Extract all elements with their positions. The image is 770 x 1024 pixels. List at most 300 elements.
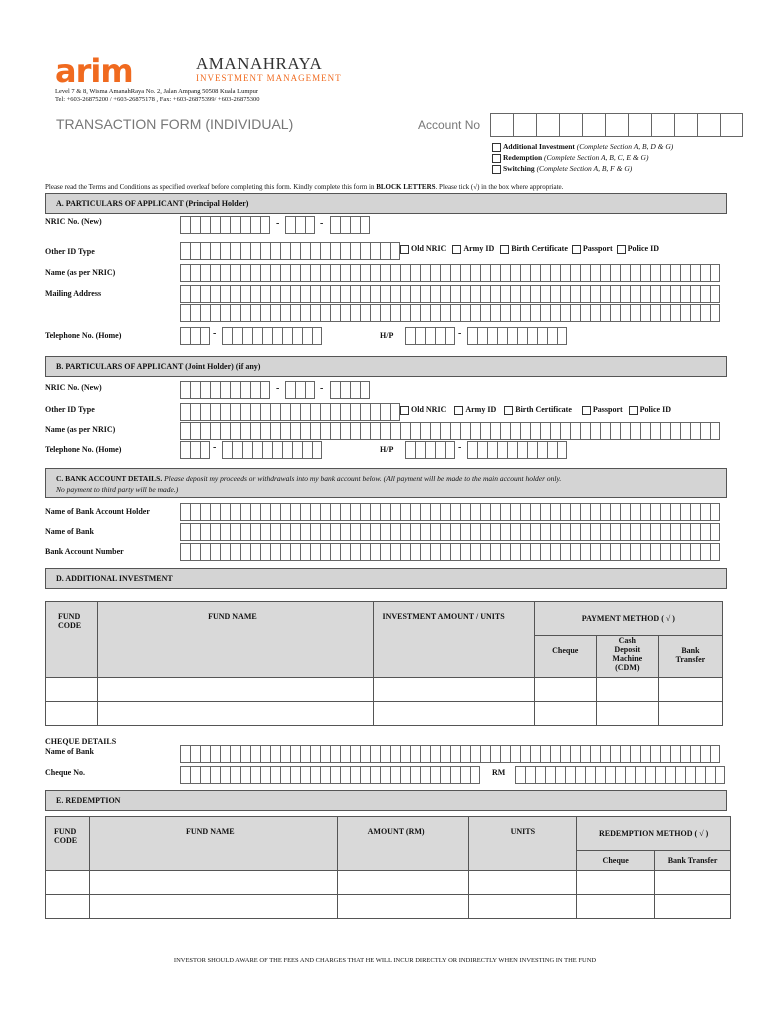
char-cell[interactable] (430, 745, 440, 763)
char-cell[interactable] (525, 766, 535, 784)
char-cell[interactable] (200, 327, 210, 345)
char-cell[interactable] (650, 745, 660, 763)
char-cell[interactable] (370, 543, 380, 561)
char-cell[interactable] (390, 543, 400, 561)
char-cell[interactable] (670, 285, 680, 303)
b-hp-number[interactable] (467, 441, 567, 459)
char-cell[interactable] (232, 327, 242, 345)
char-cell[interactable] (710, 523, 720, 541)
char-cell[interactable] (410, 422, 420, 440)
char-cell[interactable] (517, 327, 527, 345)
char-cell[interactable] (470, 745, 480, 763)
char-cell[interactable] (710, 304, 720, 322)
char-cell[interactable] (650, 523, 660, 541)
char-cell[interactable] (610, 543, 620, 561)
char-cell[interactable] (310, 242, 320, 260)
char-cell[interactable] (180, 543, 190, 561)
char-cell[interactable] (470, 285, 480, 303)
char-cell[interactable] (620, 745, 630, 763)
char-cell[interactable] (430, 543, 440, 561)
char-cell[interactable] (630, 304, 640, 322)
char-cell[interactable] (690, 422, 700, 440)
char-cell[interactable] (513, 113, 536, 137)
char-cell[interactable] (545, 766, 555, 784)
char-cell[interactable] (380, 745, 390, 763)
char-cell[interactable] (460, 503, 470, 521)
char-cell[interactable] (675, 766, 685, 784)
char-cell[interactable] (240, 543, 250, 561)
char-cell[interactable] (620, 523, 630, 541)
char-cell[interactable] (530, 543, 540, 561)
char-cell[interactable] (180, 264, 190, 282)
char-cell[interactable] (582, 113, 605, 137)
char-cell[interactable] (540, 422, 550, 440)
char-cell[interactable] (630, 543, 640, 561)
char-cell[interactable] (340, 543, 350, 561)
char-cell[interactable] (292, 441, 302, 459)
char-cell[interactable] (490, 422, 500, 440)
char-cell[interactable] (180, 216, 190, 234)
char-cell[interactable] (220, 304, 230, 322)
char-cell[interactable] (360, 242, 370, 260)
char-cell[interactable] (490, 523, 500, 541)
char-cell[interactable] (390, 264, 400, 282)
char-cell[interactable] (500, 543, 510, 561)
char-cell[interactable] (210, 403, 220, 421)
char-cell[interactable] (280, 766, 290, 784)
char-cell[interactable] (670, 264, 680, 282)
checkbox[interactable] (504, 406, 513, 415)
char-cell[interactable] (380, 523, 390, 541)
char-cell[interactable] (490, 264, 500, 282)
char-cell[interactable] (590, 745, 600, 763)
char-cell[interactable] (350, 381, 360, 399)
char-cell[interactable] (420, 304, 430, 322)
char-cell[interactable] (270, 745, 280, 763)
char-cell[interactable] (460, 543, 470, 561)
char-cell[interactable] (200, 422, 210, 440)
char-cell[interactable] (430, 285, 440, 303)
char-cell[interactable] (680, 285, 690, 303)
char-cell[interactable] (310, 523, 320, 541)
char-cell[interactable] (290, 745, 300, 763)
char-cell[interactable] (690, 523, 700, 541)
char-cell[interactable] (360, 285, 370, 303)
char-cell[interactable] (460, 304, 470, 322)
char-cell[interactable] (190, 422, 200, 440)
char-cell[interactable] (230, 264, 240, 282)
char-cell[interactable] (540, 304, 550, 322)
char-cell[interactable] (320, 242, 330, 260)
char-cell[interactable] (680, 503, 690, 521)
b-id-old[interactable]: Old NRIC (400, 405, 446, 414)
char-cell[interactable] (435, 327, 445, 345)
char-cell[interactable] (340, 503, 350, 521)
char-cell[interactable] (200, 381, 210, 399)
char-cell[interactable] (405, 441, 415, 459)
char-cell[interactable] (670, 422, 680, 440)
char-cell[interactable] (520, 304, 530, 322)
cheque-no-field[interactable] (180, 766, 480, 784)
char-cell[interactable] (370, 403, 380, 421)
char-cell[interactable] (300, 304, 310, 322)
char-cell[interactable] (270, 264, 280, 282)
char-cell[interactable] (240, 422, 250, 440)
char-cell[interactable] (270, 285, 280, 303)
checkbox[interactable] (629, 406, 638, 415)
char-cell[interactable] (570, 422, 580, 440)
char-cell[interactable] (590, 523, 600, 541)
char-cell[interactable] (230, 304, 240, 322)
char-cell[interactable] (312, 441, 322, 459)
char-cell[interactable] (680, 523, 690, 541)
char-cell[interactable] (200, 523, 210, 541)
char-cell[interactable] (330, 285, 340, 303)
char-cell[interactable] (230, 766, 240, 784)
char-cell[interactable] (580, 745, 590, 763)
char-cell[interactable] (435, 441, 445, 459)
char-cell[interactable] (450, 523, 460, 541)
char-cell[interactable] (400, 304, 410, 322)
char-cell[interactable] (330, 264, 340, 282)
char-cell[interactable] (390, 403, 400, 421)
char-cell[interactable] (450, 422, 460, 440)
char-cell[interactable] (580, 543, 590, 561)
char-cell[interactable] (630, 285, 640, 303)
table-row[interactable] (46, 871, 731, 895)
b-id-army[interactable]: Army ID (454, 405, 496, 414)
char-cell[interactable] (410, 766, 420, 784)
char-cell[interactable] (610, 304, 620, 322)
char-cell[interactable] (330, 242, 340, 260)
char-cell[interactable] (190, 327, 200, 345)
char-cell[interactable] (260, 264, 270, 282)
char-cell[interactable] (405, 327, 415, 345)
char-cell[interactable] (660, 304, 670, 322)
char-cell[interactable] (280, 523, 290, 541)
char-cell[interactable] (282, 441, 292, 459)
char-cell[interactable] (330, 381, 340, 399)
char-cell[interactable] (230, 523, 240, 541)
char-cell[interactable] (690, 543, 700, 561)
char-cell[interactable] (527, 441, 537, 459)
char-cell[interactable] (560, 523, 570, 541)
char-cell[interactable] (302, 327, 312, 345)
char-cell[interactable] (610, 745, 620, 763)
char-cell[interactable] (370, 285, 380, 303)
char-cell[interactable] (250, 422, 260, 440)
char-cell[interactable] (420, 543, 430, 561)
b-id-birth[interactable]: Birth Certificate (504, 405, 572, 414)
char-cell[interactable] (510, 523, 520, 541)
char-cell[interactable] (380, 422, 390, 440)
char-cell[interactable] (370, 264, 380, 282)
char-cell[interactable] (450, 304, 460, 322)
char-cell[interactable] (380, 285, 390, 303)
char-cell[interactable] (710, 745, 720, 763)
a-nric-3[interactable] (330, 216, 370, 234)
char-cell[interactable] (660, 523, 670, 541)
char-cell[interactable] (260, 285, 270, 303)
char-cell[interactable] (200, 304, 210, 322)
char-cell[interactable] (290, 264, 300, 282)
a-id-police[interactable]: Police ID (617, 244, 659, 253)
char-cell[interactable] (220, 523, 230, 541)
char-cell[interactable] (320, 745, 330, 763)
char-cell[interactable] (450, 264, 460, 282)
char-cell[interactable] (230, 745, 240, 763)
checkbox[interactable] (492, 165, 501, 174)
char-cell[interactable] (570, 285, 580, 303)
char-cell[interactable] (670, 503, 680, 521)
char-cell[interactable] (330, 216, 340, 234)
char-cell[interactable] (180, 766, 190, 784)
char-cell[interactable] (445, 327, 455, 345)
char-cell[interactable] (330, 304, 340, 322)
a-id-old[interactable]: Old NRIC (400, 244, 446, 253)
char-cell[interactable] (590, 422, 600, 440)
char-cell[interactable] (425, 441, 435, 459)
char-cell[interactable] (300, 745, 310, 763)
char-cell[interactable] (487, 327, 497, 345)
char-cell[interactable] (200, 766, 210, 784)
char-cell[interactable] (580, 503, 590, 521)
char-cell[interactable] (530, 304, 540, 322)
char-cell[interactable] (350, 543, 360, 561)
char-cell[interactable] (220, 285, 230, 303)
char-cell[interactable] (370, 422, 380, 440)
char-cell[interactable] (320, 543, 330, 561)
char-cell[interactable] (220, 766, 230, 784)
char-cell[interactable] (560, 304, 570, 322)
char-cell[interactable] (450, 543, 460, 561)
char-cell[interactable] (240, 381, 250, 399)
char-cell[interactable] (450, 766, 460, 784)
char-cell[interactable] (340, 304, 350, 322)
char-cell[interactable] (200, 441, 210, 459)
char-cell[interactable] (180, 304, 190, 322)
char-cell[interactable] (250, 403, 260, 421)
char-cell[interactable] (400, 523, 410, 541)
char-cell[interactable] (200, 543, 210, 561)
char-cell[interactable] (190, 242, 200, 260)
char-cell[interactable] (300, 403, 310, 421)
char-cell[interactable] (477, 441, 487, 459)
char-cell[interactable] (690, 745, 700, 763)
c-bank-field[interactable] (180, 523, 720, 541)
char-cell[interactable] (660, 745, 670, 763)
char-cell[interactable] (477, 327, 487, 345)
char-cell[interactable] (310, 766, 320, 784)
char-cell[interactable] (450, 745, 460, 763)
char-cell[interactable] (190, 523, 200, 541)
char-cell[interactable] (710, 285, 720, 303)
cheque-bank-field[interactable] (180, 745, 720, 763)
a-other-field[interactable] (180, 242, 400, 260)
char-cell[interactable] (260, 766, 270, 784)
char-cell[interactable] (440, 422, 450, 440)
char-cell[interactable] (600, 285, 610, 303)
char-cell[interactable] (690, 264, 700, 282)
char-cell[interactable] (310, 264, 320, 282)
char-cell[interactable] (570, 503, 580, 521)
char-cell[interactable] (200, 264, 210, 282)
cheque-rm-field[interactable] (515, 766, 725, 784)
b-id-police[interactable]: Police ID (629, 405, 671, 414)
char-cell[interactable] (470, 503, 480, 521)
char-cell[interactable] (250, 216, 260, 234)
char-cell[interactable] (470, 523, 480, 541)
char-cell[interactable] (580, 523, 590, 541)
char-cell[interactable] (630, 503, 640, 521)
char-cell[interactable] (430, 503, 440, 521)
char-cell[interactable] (350, 503, 360, 521)
char-cell[interactable] (350, 403, 360, 421)
char-cell[interactable] (590, 543, 600, 561)
char-cell[interactable] (280, 403, 290, 421)
char-cell[interactable] (260, 543, 270, 561)
char-cell[interactable] (360, 216, 370, 234)
char-cell[interactable] (430, 766, 440, 784)
checkbox[interactable] (582, 406, 591, 415)
char-cell[interactable] (230, 503, 240, 521)
b-id-passport[interactable]: Passport (582, 405, 623, 414)
char-cell[interactable] (302, 441, 312, 459)
char-cell[interactable] (690, 285, 700, 303)
char-cell[interactable] (600, 543, 610, 561)
char-cell[interactable] (305, 216, 315, 234)
char-cell[interactable] (220, 242, 230, 260)
char-cell[interactable] (537, 327, 547, 345)
char-cell[interactable] (480, 285, 490, 303)
b-name-field[interactable] (180, 422, 720, 440)
char-cell[interactable] (220, 403, 230, 421)
char-cell[interactable] (210, 422, 220, 440)
char-cell[interactable] (440, 304, 450, 322)
char-cell[interactable] (230, 381, 240, 399)
char-cell[interactable] (210, 242, 220, 260)
char-cell[interactable] (360, 381, 370, 399)
char-cell[interactable] (220, 216, 230, 234)
char-cell[interactable] (380, 403, 390, 421)
char-cell[interactable] (330, 745, 340, 763)
char-cell[interactable] (340, 242, 350, 260)
char-cell[interactable] (497, 441, 507, 459)
char-cell[interactable] (460, 264, 470, 282)
char-cell[interactable] (400, 503, 410, 521)
char-cell[interactable] (570, 264, 580, 282)
char-cell[interactable] (262, 441, 272, 459)
char-cell[interactable] (470, 304, 480, 322)
char-cell[interactable] (700, 503, 710, 521)
char-cell[interactable] (530, 285, 540, 303)
table-row[interactable] (46, 702, 723, 726)
char-cell[interactable] (250, 242, 260, 260)
char-cell[interactable] (190, 745, 200, 763)
char-cell[interactable] (520, 285, 530, 303)
char-cell[interactable] (540, 745, 550, 763)
char-cell[interactable] (330, 543, 340, 561)
char-cell[interactable] (360, 304, 370, 322)
char-cell[interactable] (605, 766, 615, 784)
checkbox[interactable] (572, 245, 581, 254)
char-cell[interactable] (190, 441, 200, 459)
char-cell[interactable] (200, 745, 210, 763)
char-cell[interactable] (460, 422, 470, 440)
char-cell[interactable] (360, 264, 370, 282)
type-redemption[interactable]: Redemption (Complete Section A, B, C, E & G) (492, 152, 673, 163)
char-cell[interactable] (222, 327, 232, 345)
char-cell[interactable] (600, 264, 610, 282)
char-cell[interactable] (680, 745, 690, 763)
char-cell[interactable] (240, 745, 250, 763)
char-cell[interactable] (260, 304, 270, 322)
char-cell[interactable] (230, 422, 240, 440)
char-cell[interactable] (280, 745, 290, 763)
checkbox[interactable] (400, 245, 409, 254)
char-cell[interactable] (570, 304, 580, 322)
char-cell[interactable] (390, 422, 400, 440)
char-cell[interactable] (420, 285, 430, 303)
char-cell[interactable] (380, 304, 390, 322)
char-cell[interactable] (340, 216, 350, 234)
char-cell[interactable] (530, 523, 540, 541)
char-cell[interactable] (330, 403, 340, 421)
char-cell[interactable] (310, 422, 320, 440)
char-cell[interactable] (222, 441, 232, 459)
char-cell[interactable] (410, 285, 420, 303)
char-cell[interactable] (370, 745, 380, 763)
char-cell[interactable] (500, 285, 510, 303)
char-cell[interactable] (630, 523, 640, 541)
b-nric-2[interactable] (285, 381, 315, 399)
a-nric-2[interactable] (285, 216, 315, 234)
char-cell[interactable] (480, 745, 490, 763)
char-cell[interactable] (700, 745, 710, 763)
char-cell[interactable] (497, 327, 507, 345)
char-cell[interactable] (350, 285, 360, 303)
char-cell[interactable] (660, 285, 670, 303)
char-cell[interactable] (330, 422, 340, 440)
char-cell[interactable] (260, 745, 270, 763)
char-cell[interactable] (415, 441, 425, 459)
char-cell[interactable] (710, 264, 720, 282)
char-cell[interactable] (595, 766, 605, 784)
char-cell[interactable] (240, 523, 250, 541)
char-cell[interactable] (330, 503, 340, 521)
char-cell[interactable] (610, 422, 620, 440)
char-cell[interactable] (570, 543, 580, 561)
char-cell[interactable] (536, 113, 559, 137)
char-cell[interactable] (320, 285, 330, 303)
char-cell[interactable] (270, 543, 280, 561)
char-cell[interactable] (570, 745, 580, 763)
char-cell[interactable] (705, 766, 715, 784)
char-cell[interactable] (520, 543, 530, 561)
char-cell[interactable] (550, 264, 560, 282)
char-cell[interactable] (300, 422, 310, 440)
char-cell[interactable] (700, 304, 710, 322)
char-cell[interactable] (460, 285, 470, 303)
char-cell[interactable] (300, 503, 310, 521)
char-cell[interactable] (210, 503, 220, 521)
char-cell[interactable] (250, 766, 260, 784)
char-cell[interactable] (180, 422, 190, 440)
char-cell[interactable] (350, 304, 360, 322)
char-cell[interactable] (650, 285, 660, 303)
a-id-birth[interactable]: Birth Certificate (500, 244, 568, 253)
char-cell[interactable] (610, 264, 620, 282)
